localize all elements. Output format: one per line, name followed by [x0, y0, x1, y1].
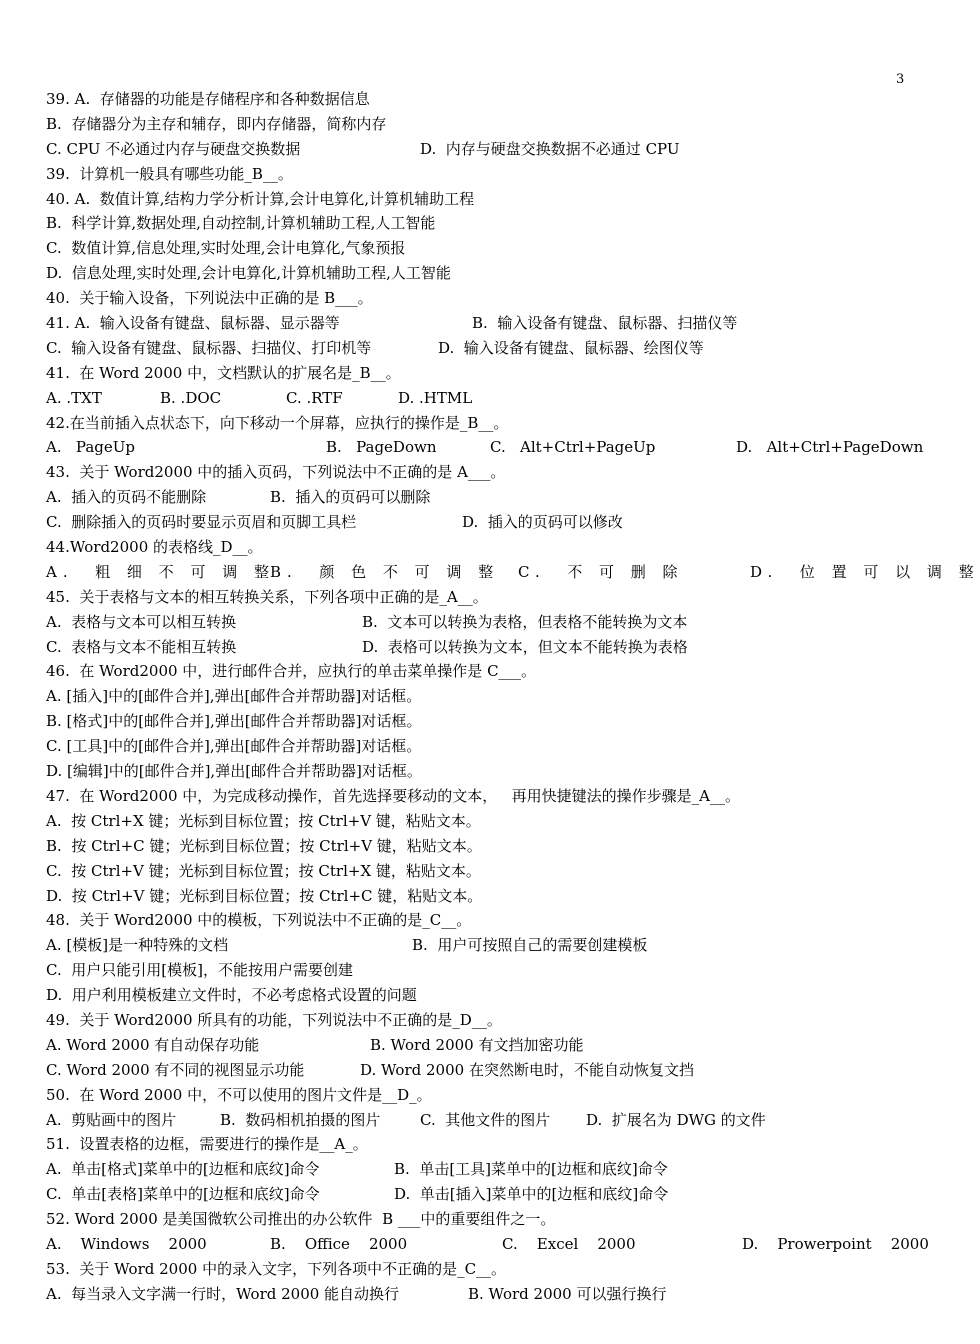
- text-line: [46, 485, 910, 510]
- text-segment: C. CPU 不必通过内存与硬盘交换数据: [46, 139, 301, 158]
- text-line: [46, 734, 910, 759]
- text-segment: B. 按 Ctrl+C 键；光标到目标位置；按 Ctrl+V 键，粘贴文本。: [46, 836, 482, 855]
- text-segment: D. 插入的页码可以修改: [462, 513, 623, 532]
- text-segment: 46. 在 Word2000 中，进行邮件合并，应执行的单击菜单操作是 C___。: [46, 662, 537, 681]
- text-segment: 44.Word2000 的表格线_D__。: [46, 538, 263, 557]
- text-segment: A. Windows 2000: [46, 1234, 207, 1253]
- text-line: [46, 759, 910, 784]
- text-segment: C. [工具]中的[邮件合并],弹出[邮件合并帮助器]对话框。: [46, 737, 422, 756]
- text-segment: D. Prowerpoint 2000: [742, 1234, 929, 1253]
- text-line: [46, 1058, 910, 1083]
- text-segment: A. [模板]是一种特殊的文档: [46, 936, 229, 955]
- text-segment: 45. 关于表格与文本的相互转换关系，下列各项中正确的是_A__。: [46, 587, 488, 606]
- text-segment: 47. 在 Word2000 中，为完成移动操作，首先选择要移动的文本， 再用快捷键法的操作步骤是_A__。: [46, 786, 740, 805]
- text-line: [46, 510, 910, 535]
- text-segment: 53. 关于 Word 2000 中的录入文字，下列各项中不正确的是_C__。: [46, 1259, 507, 1278]
- text-line: [46, 435, 924, 460]
- text-segment: D. 表格可以转换为文本，但文本不能转换为表格: [362, 637, 688, 656]
- text-segment: 41. A. 输入设备有键盘、鼠标器、显示器等: [46, 314, 340, 333]
- text-line: [46, 659, 910, 684]
- text-segment: D. Alt+Ctrl+PageDown: [736, 438, 924, 457]
- text-segment: B. Word 2000 可以强行换行: [468, 1284, 667, 1303]
- text-line: [46, 859, 910, 884]
- text-segment: D. 用户利用模板建立文件时，不必考虑格式设置的问题: [46, 986, 417, 1005]
- text-segment: 39. 计算机一般具有哪些功能_B__。: [46, 164, 293, 183]
- text-line: [46, 1157, 910, 1182]
- text-line: [46, 386, 910, 411]
- text-segment: B. 存储器分为主存和辅存，即内存储器，简称内存: [46, 114, 387, 133]
- text-segment: A. PageUp: [46, 438, 135, 457]
- text-segment: 40. A. 数值计算,结构力学分析计算,会计电算化,计算机辅助工程: [46, 189, 475, 208]
- text-segment: 50. 在 Word 2000 中，不可以使用的图片文件是__D_。: [46, 1085, 432, 1104]
- text-segment: 42.在当前插入点状态下，向下移动一个屏幕，应执行的操作是_B__。: [46, 413, 509, 432]
- text-segment: 39. A. 存储器的功能是存储程序和各种数据信息: [46, 90, 370, 108]
- text-line: [46, 610, 910, 635]
- text-line: [46, 460, 910, 485]
- text-line: [46, 834, 910, 859]
- text-line: [46, 187, 910, 212]
- text-segment: C. 删除插入的页码时要显示页眉和页脚工具栏: [46, 513, 357, 532]
- text-segment: D. 按 Ctrl+V 键；光标到目标位置；按 Ctrl+C 键，粘贴文本。: [46, 886, 483, 905]
- text-segment: B. 输入设备有键盘、鼠标器、扫描仪等: [472, 314, 738, 333]
- page-number: 3: [896, 72, 905, 87]
- text-segment: C. 单击[表格]菜单中的[边框和底纹]命令: [46, 1185, 320, 1204]
- text-segment: D. [编辑]中的[邮件合并],弹出[邮件合并帮助器]对话框。: [46, 762, 422, 781]
- text-segment: C. Word 2000 有不同的视图显示功能: [46, 1060, 305, 1079]
- text-segment: D. Word 2000 在突然断电时，不能自动恢复文挡: [360, 1060, 694, 1079]
- text-segment: D. 内存与硬盘交换数据不必通过 CPU: [420, 139, 680, 158]
- text-line: [46, 1182, 910, 1207]
- text-segment: C. .RTF: [286, 388, 343, 407]
- text-line: [46, 1207, 910, 1232]
- text-segment: D. 扩展名为 DWG 的文件: [586, 1110, 766, 1129]
- text-segment: 51. 设置表格的边框，需要进行的操作是__A_。: [46, 1135, 368, 1154]
- text-line: [46, 933, 910, 958]
- text-line: [46, 1232, 929, 1257]
- text-segment: B. 数码相机拍摄的图片: [220, 1110, 381, 1129]
- document-body: [46, 87, 980, 1307]
- text-segment: D. 信息处理,实时处理,会计电算化,计算机辅助工程,人工智能: [46, 264, 451, 283]
- text-line: [46, 709, 910, 734]
- text-segment: D. .HTML: [398, 388, 473, 407]
- text-segment: A. [插入]中的[邮件合并],弹出[邮件合并帮助器]对话框。: [46, 687, 422, 706]
- text-line: [46, 1033, 910, 1058]
- text-line: [46, 211, 910, 236]
- text-segment: B. Word 2000 有文挡加密功能: [370, 1035, 584, 1054]
- text-segment: B. 用户可按照自己的需要创建模板: [412, 936, 648, 955]
- text-line: [46, 361, 910, 386]
- text-line: [46, 1257, 910, 1282]
- text-segment: C. Alt+Ctrl+PageUp: [490, 438, 656, 457]
- text-segment: A. 剪贴画中的图片: [46, 1110, 177, 1129]
- text-segment: D. 输入设备有键盘、鼠标器、绘图仪等: [438, 338, 704, 357]
- text-segment: 52. Word 2000 是美国微软公司推出的办公软件 B ___中的重要组件之一。: [46, 1210, 556, 1229]
- text-segment: B. 科学计算,数据处理,自动控制,计算机辅助工程,人工智能: [46, 214, 436, 233]
- text-segment: B. .DOC: [160, 388, 222, 407]
- text-line: [46, 983, 910, 1008]
- text-line: [46, 784, 910, 809]
- text-segment: D. 位 置 可 以 调 整: [750, 562, 980, 581]
- text-segment: 49. 关于 Word2000 所具有的功能，下列说法中不正确的是_D__。: [46, 1010, 502, 1029]
- text-line: [46, 137, 910, 162]
- text-segment: B. 单击[工具]菜单中的[边框和底纹]命令: [394, 1160, 668, 1179]
- text-line: [46, 286, 910, 311]
- text-segment: 41. 在 Word 2000 中，文档默认的扩展名是_B__。: [46, 363, 401, 382]
- text-line: [46, 311, 910, 336]
- text-segment: 48. 关于 Word2000 中的模板，下列说法中不正确的是_C__。: [46, 911, 472, 930]
- text-line: [46, 958, 910, 983]
- text-line: [46, 560, 980, 585]
- text-segment: 43. 关于 Word2000 中的插入页码，下列说法中不正确的是 A___。: [46, 463, 506, 482]
- text-segment: B. PageDown: [326, 438, 437, 457]
- text-segment: 40. 关于输入设备，下列说法中正确的是 B___。: [46, 289, 373, 308]
- text-line: [46, 261, 910, 286]
- text-line: [46, 1008, 910, 1033]
- text-segment: D. 单击[插入]菜单中的[边框和底纹]命令: [394, 1185, 669, 1204]
- text-line: [46, 162, 910, 187]
- text-segment: A. Word 2000 有自动保存功能: [46, 1035, 260, 1054]
- text-segment: B. 插入的页码可以删除: [270, 488, 431, 507]
- text-line: [46, 411, 910, 436]
- text-line: [46, 684, 910, 709]
- text-segment: A. 每当录入文字满一行时，Word 2000 能自动换行: [46, 1284, 400, 1303]
- text-line: [46, 1108, 910, 1133]
- text-line: [46, 112, 910, 137]
- text-segment: A. .TXT: [46, 388, 102, 407]
- text-segment: B. 文本可以转换为表格，但表格不能转换为文本: [362, 612, 688, 631]
- text-line: [46, 908, 910, 933]
- text-segment: C. 输入设备有键盘、鼠标器、扫描仪、打印机等: [46, 338, 372, 357]
- text-line: [46, 1132, 910, 1157]
- text-segment: C. 用户只能引用[模板]，不能按用户需要创建: [46, 961, 353, 980]
- text-line: [46, 1083, 910, 1108]
- text-line: [46, 884, 910, 909]
- text-line: [46, 236, 910, 261]
- text-segment: A. 表格与文本可以相互转换: [46, 612, 237, 631]
- text-segment: C. 其他文件的图片: [420, 1110, 551, 1129]
- text-segment: A. 粗 细 不 可 调 整: [46, 562, 275, 581]
- text-segment: A. 按 Ctrl+X 键；光标到目标位置；按 Ctrl+V 键，粘贴文本。: [46, 811, 481, 830]
- text-line: [46, 809, 910, 834]
- text-segment: C. 数值计算,信息处理,实时处理,会计电算化,气象预报: [46, 239, 406, 258]
- text-line: [46, 585, 910, 610]
- text-line: [46, 1282, 910, 1307]
- text-segment: A. 单击[格式]菜单中的[边框和底纹]命令: [46, 1160, 320, 1179]
- text-line: [46, 87, 910, 112]
- text-segment: A. 插入的页码不能删除: [46, 488, 207, 507]
- text-segment: C. 按 Ctrl+V 键；光标到目标位置；按 Ctrl+X 键，粘贴文本。: [46, 861, 481, 880]
- text-segment: B. Office 2000: [270, 1234, 408, 1253]
- text-segment: C. 不 可 删 除: [518, 562, 684, 581]
- text-segment: C. Excel 2000: [502, 1234, 636, 1253]
- text-segment: B. [格式]中的[邮件合并],弹出[邮件合并帮助器]对话框。: [46, 712, 422, 731]
- text-line: [46, 635, 910, 660]
- text-segment: C. 表格与文本不能相互转换: [46, 637, 237, 656]
- text-segment: B. 颜 色 不 可 调 整: [270, 562, 500, 581]
- text-line: [46, 535, 910, 560]
- text-line: [46, 336, 910, 361]
